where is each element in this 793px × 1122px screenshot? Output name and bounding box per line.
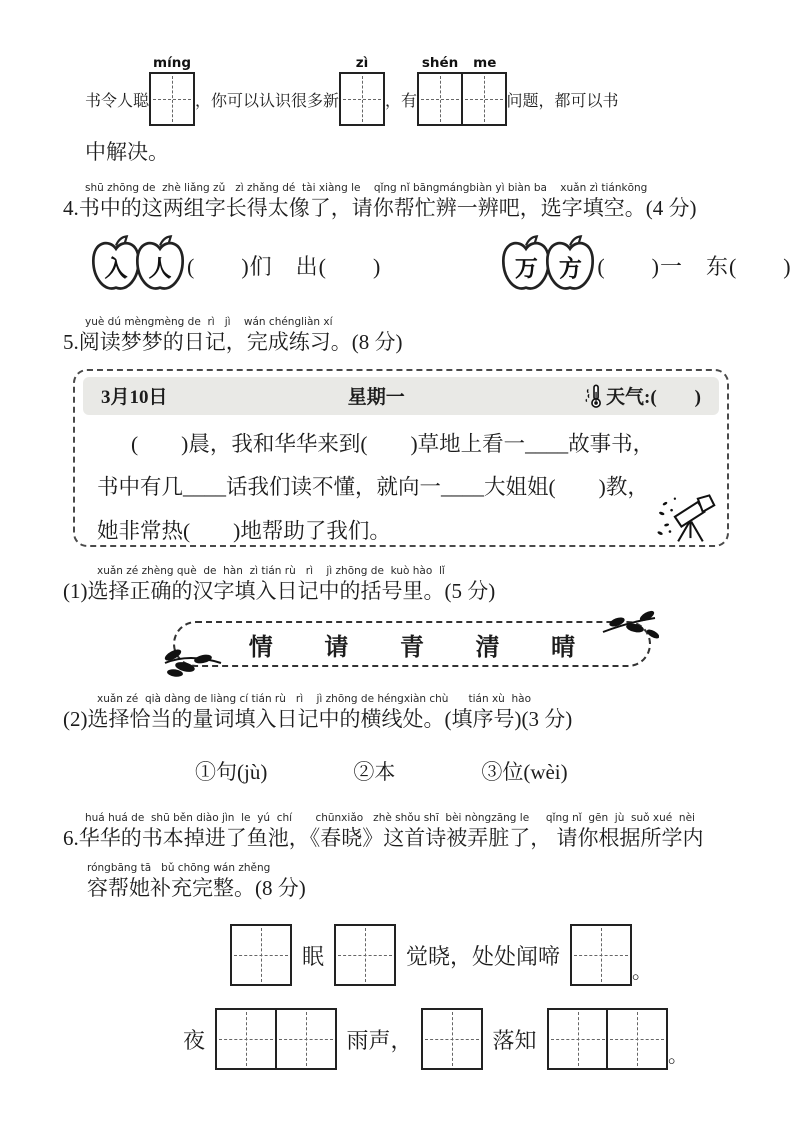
poem-writing-box[interactable] (421, 1008, 483, 1070)
poem-writing-box[interactable] (570, 924, 632, 986)
apple-char[interactable]: 入 (104, 256, 128, 282)
fill-blanks-1: ( )们 出( ) (187, 253, 382, 279)
pinyin-label-me: me (473, 55, 497, 71)
question-4-text: 4.书中的这两组字长得太像了，请你帮忙辨一辨吧，选字填空。(4 分) (63, 196, 697, 221)
diary-body (83, 415, 719, 553)
question-6-pinyin-2: róngbāng tā bǔ chōng wán zhěng (87, 862, 271, 875)
option-item-1[interactable]: ①句(jù) (195, 759, 268, 784)
fill-blanks-2: ( )一 东( ) (597, 253, 792, 279)
poem-writing-box[interactable] (606, 1008, 668, 1070)
poem-punctuation: 。 (668, 1045, 689, 1068)
diary-line: 书中有几____话我们读不懂，就向一____大姐姐( )教， (97, 475, 649, 500)
diary-line: 她非常热( )地帮助了我们。 (97, 518, 391, 543)
diary-header (83, 377, 719, 415)
banner-char[interactable]: 清 (475, 634, 500, 661)
question-5-text: 5.阅读梦梦的日记，完成练习。(8 分) (63, 330, 403, 355)
option-item-2[interactable]: ②本 (353, 759, 396, 784)
leaf-decoration-icon (161, 637, 225, 679)
diary-line: ( )晨，我和华华来到( )草地上看一____故事书， (131, 431, 655, 456)
apple-char[interactable]: 人 (148, 256, 172, 282)
poem-text: 觉晓，处处闻啼 (406, 943, 561, 969)
diary-date: 3月10日 (101, 387, 168, 409)
question-6-text-1: 6.华华的书本掉进了鱼池，《春晓》这首诗被弄脏了， 请你根据所学内 (63, 825, 704, 850)
subquestion-1-pinyin: xuǎn zé zhèng què de hàn zì tián rù rì jì zhōng de kuò hào lǐ (97, 564, 445, 577)
writing-box[interactable] (417, 72, 463, 126)
apple-choice-row (89, 234, 792, 296)
leaf-decoration-icon (601, 610, 659, 650)
apple-pair-1 (89, 234, 187, 296)
poem-line-1 (230, 924, 745, 986)
diary-card (73, 369, 729, 547)
writing-box-me[interactable] (463, 55, 507, 126)
intro-line-1 (85, 55, 745, 126)
poem-line-2 (183, 1008, 745, 1070)
writing-box-shen[interactable] (417, 55, 463, 126)
subquestion-1 (63, 564, 745, 605)
question-6-pinyin-1: huá huá de shū běn diào jìn le yú chí chūnxiǎo zhè shǒu shī bèi nòngzāng le qǐng nǐ gēn jù suǒ xué nèi (85, 811, 695, 824)
banner-char[interactable]: 晴 (551, 634, 576, 661)
subquestion-2-text: (2)选择恰当的量词填入日记中的横线处。(填序号)(3 分) (63, 707, 573, 732)
poem-text: 雨声， (346, 1027, 413, 1053)
measure-word-options (195, 756, 745, 786)
diary-weather (585, 382, 701, 409)
writing-box[interactable] (339, 72, 385, 126)
banner-char[interactable]: 情 (248, 634, 273, 661)
intro-text-2: ，你可以认识很多新 (195, 92, 340, 110)
writing-box[interactable] (149, 72, 195, 126)
question-5-pinyin: yuè dú mèngmèng de rì jì wán chéngliàn xí (85, 316, 333, 329)
weather-label: 天气:( ) (606, 387, 701, 409)
question-4-pinyin: shū zhōng de zhè liǎng zǔ zì zhǎng dé tài xiàng le qǐng nǐ bāngmángbiàn yì biàn ba xuǎn zì tiánkōng (85, 182, 648, 194)
option-item-3[interactable]: ③位(wèi) (481, 759, 568, 784)
apple-icon (133, 234, 187, 296)
thermometer-icon (585, 383, 603, 409)
intro-text-1: 书令人聪 (85, 92, 150, 110)
banner-char[interactable]: 请 (324, 634, 349, 661)
poem-writing-box[interactable] (547, 1008, 609, 1070)
poem-writing-box[interactable] (230, 924, 292, 986)
pinyin-label-ming: míng (153, 55, 191, 71)
intro-text-3: ，有 (385, 92, 418, 110)
poem-writing-box[interactable] (275, 1008, 337, 1070)
writing-box-zi[interactable] (339, 55, 385, 126)
writing-box[interactable] (461, 72, 507, 126)
poem-writing-box[interactable] (215, 1008, 277, 1070)
question-6-text-2: 容帮她补充完整。(8 分) (87, 876, 306, 901)
subquestion-2 (63, 693, 745, 733)
question-4 (63, 182, 745, 222)
diary-weekday: 星期一 (347, 387, 405, 409)
apple-icon (543, 234, 597, 296)
pinyin-label-shen: shén (421, 55, 459, 71)
apple-char[interactable]: 万 (514, 256, 538, 282)
poem-writing-box[interactable] (334, 924, 396, 986)
subquestion-2-pinyin: xuǎn zé qià dàng de liàng cí tián rù rì jì zhōng de héngxiàn chù tián xù hào (97, 693, 532, 706)
subquestion-1-text: (1)选择正确的汉字填入日记中的括号里。(5 分) (63, 578, 496, 603)
intro-text-4: 问题，都可以书 (506, 92, 619, 110)
telescope-icon (655, 479, 721, 543)
banner-char[interactable]: 青 (399, 634, 424, 661)
pinyin-label-zi: zì (355, 55, 369, 71)
intro-line-2: 中解决。 (85, 140, 169, 164)
poem-text: 夜 (183, 1027, 206, 1053)
question-6 (63, 811, 745, 903)
writing-box-ming[interactable] (149, 55, 195, 126)
apple-pair-2 (499, 234, 597, 296)
character-banner (173, 621, 651, 667)
question-6-continued (85, 862, 745, 902)
poem-text: 落知 (492, 1027, 537, 1053)
poem-text: 眠 (302, 943, 325, 969)
poem-punctuation: 。 (632, 961, 653, 984)
apple-char[interactable]: 方 (558, 256, 582, 282)
question-5 (63, 316, 745, 356)
